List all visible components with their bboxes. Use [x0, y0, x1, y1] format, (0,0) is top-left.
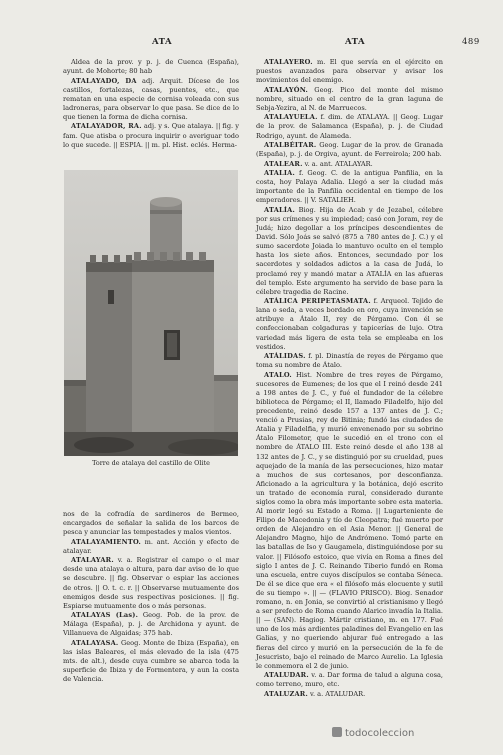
entry-definition: Geog. Pico del monte del mismo nombre, situado en el centro de la gran laguna de Sebja-Yezira, al N. de Marruecos.: [256, 85, 443, 112]
page-number: 489: [462, 37, 480, 47]
entry-headword: ATALAYUELA.: [264, 113, 318, 122]
dictionary-entry: [63, 58, 239, 76]
entry-definition: Hist. Nombre de tres reyes de Pérgamo, sucesores de Eumenes; de los que el I reinó desde 241 a 198 antes de J. C., y fué el fundador de la célebre biblioteca de Pérgamo; el II, llamado Filadelfo, hijo del precedente, reinó desde 157 a 137 antes de J. C.; venció a Prusias, rey de Bitinia; fundó las ciudades de Atalia y Filadelfia, y murió envenenado por su sobrino Átalo Filometor, que le sucedió en el trono con el nombre de ÁTALO III. Este reinó desde el año 138 al 132 antes de J. C., y se distinguió por su crueldad, pues aquejado de la manía de las persecuciones, hizo matar a muchos de sus cortesanos, por desconfianza. Aficionado a la agricultura y la botánica, dejó escrito un tratado de economía rural, considerado durante siglos como la obra más importante sobre esta materia. Al morir legó su Estado a Roma. || Lugarteniente de Filipo de Macedonia y tío de Cleopatra; fué muerto por orden de Alejandro en el Asia Menor. || General de Alejandro Magno, hijo de Andrómeno. Tomó parte en las batallas de Iso y Gaugamela, distinguiéndose por su valor. || Filósofo estoico, que vivía en Roma a fines del siglo I antes de J. C. Reinando Tiberio fundó en Roma una escuela, entre cuyos discípulos se contaba Séneca. De él se dice que era « el filósofo más elocuente y sutil de su tiempo ». || — (FLAVIO PRISCO). Biog. Senador romano, n. en Jonia, se convirtió al cristianismo y llegó a ser prefecto de Roma cuando Alarico invadía la Italia. || — (SAN). Hagiog. Mártir cristiano, m. en 177. Fué uno de los más ardientes paladines del Evangelio en las Galias, y no queriendo abjurar fué entregado a las fieras del circo y murió en la persecución de la fe de Jesucristo, bajo el reinado de Marco Aurelio. La Iglesia le conmemora el 2 de junio.: [256, 370, 443, 670]
entry-headword: ATALAYADO, DA: [71, 76, 137, 85]
entry-definition: Geog. Lugar de la prov. de Granada (España), p. j. de Orgiva, ayunt. de Ferreirola; 200 hab.: [256, 141, 443, 159]
entry-headword: ATALAYAR.: [71, 556, 114, 565]
entry-definition: Geog. Monte de Ibiza (España), en las islas Baleares, el más elevado de la isla (475 mts. de alt.), desde cuya cumbre se abarca toda la superficie de Ibiza y de Formentera, y aun la costa de Valencia.: [63, 638, 239, 684]
entry-headword: ATALAYASA.: [71, 638, 119, 647]
dictionary-entry: [63, 611, 239, 638]
entry-definition: m. ant. Acción y efecto de atalayar.: [63, 537, 239, 555]
dictionary-entry: [256, 113, 443, 140]
entry-definition: Aldea de la prov. y p. j. de Cuenca (España), ayunt. de Mohorte; 80 hab: [63, 58, 239, 76]
left-column-bottom: [63, 510, 239, 685]
entry-definition: adj. y s. Que atalaya. || fig. y fam. Que atisba o procura inquirir o averiguar todo lo que sucede. || ESPIA. || m. pl. Hist. eclés. Herma-: [63, 122, 239, 149]
entry-definition: v. a. Dar forma de talud a alguna cosa, como terreno, muro, etc.: [256, 671, 443, 689]
dictionary-entry: [256, 160, 443, 169]
entry-headword: ATÁLICA PERIPETASMATA.: [264, 297, 371, 306]
entry-definition: nos de la cofradía de sardineros de Bermeo, encargados de señalar la salida de los barcos de pesca y anunciar las tempestades y malos vientos.: [63, 510, 239, 537]
entry-definition: f. Geog. C. de la antigua Panfilia, en la costa, hoy Palaya Adalia. Llegó a ser la ciudad más importante de la Panfilia occidental en tiempo de los emperadores. || V. SATALIEH.: [256, 169, 443, 205]
entry-definition: v. a. ant. ATALAYAR.: [302, 159, 373, 168]
left-column-top: [63, 58, 239, 150]
dictionary-entry: [63, 510, 239, 537]
dictionary-entry: [256, 352, 443, 370]
castle-tower-image: [64, 170, 238, 456]
entry-definition: Geog. Pob. de la prov. de Málaga (España), p. j. de Archidona y ayunt. de Villanueva de Algaidas; 375 hab.: [63, 611, 239, 638]
dictionary-entry: [256, 671, 443, 689]
tower-photograph: [64, 170, 238, 456]
watermark-logo-icon: [332, 727, 342, 737]
dictionary-entry: [256, 141, 443, 159]
entry-headword: ATALAYÓN.: [264, 85, 308, 94]
dictionary-entry: [63, 639, 239, 684]
entry-definition: f. dim. de ATALAYA. || Geog. Lugar de la prov. de Salamanca (España), p. j. de Ciudad Rodrigo, ayunt. de Alameda.: [256, 113, 443, 140]
entry-headword: ATALÍA.: [264, 205, 295, 214]
running-header-center: ATA: [345, 37, 366, 47]
entry-headword: ATALUDAR.: [264, 671, 309, 680]
entry-headword: ATÁLIDAS.: [264, 352, 306, 361]
dictionary-entry: [256, 169, 443, 205]
entry-definition: adj. Arquit. Dícese de los castillos, fortalezas, casas, puentes, etc., que rematan en una especie de cornisa voleada con sus ladroneras, para observar lo que pasa. Se dice de lo que tienen la forma de dicha cornisa.: [63, 76, 239, 121]
dictionary-entry: [256, 690, 443, 699]
entry-definition: f. pl. Dinastía de reyes de Pérgamo que toma su nombre de Átalo.: [256, 352, 443, 370]
entry-definition: m. El que servía en el ejército en puestos avanzados para observar y avisar los movimientos del enemigo.: [256, 58, 443, 85]
dictionary-entry: [63, 556, 239, 611]
entry-headword: ATALAYAS (Las).: [71, 611, 139, 620]
watermark-text: todocoleccion: [345, 728, 415, 739]
figure-caption: Torre de atalaya del castillo de Olite: [92, 459, 210, 467]
entry-definition: v. a. Registrar el campo o el mar desde una atalaya o altura, para dar aviso de lo que se descubre. || fig. Observar o espiar las acciones de otros. || O. t. c. r. || Observarse mutuamente dos enemigos desde sus respectivas posiciones. || fig. Espiarse mutuamente dos o más personas.: [63, 556, 239, 610]
entry-headword: ATALO.: [264, 370, 292, 379]
entry-headword: ATALAYADOR, RA.: [71, 122, 142, 131]
dictionary-entry: [63, 122, 239, 149]
entry-definition: Biog. Hija de Acab y de Jezabel, célebre por sus crímenes y su impiedad; casó con Joram, rey de Judá; hizo degollar a los príncipes descendientes de David. Sólo Joás se salvó (875 a 780 antes de J. C.) y el sumo sacerdote Joiada lo mantuvo oculto en el templo hasta los siete años. Entonces, secundado por los sacerdotes y soldados adictos a la casa de Judá, lo proclamó rey y mandó matar a ATALÍA en las afueras del templo. Este argumento ha servido de base para la célebre tragedia de Racine.: [256, 205, 443, 296]
dictionary-entry: [256, 297, 443, 352]
dictionary-entry: [256, 86, 443, 113]
dictionary-entry: [256, 58, 443, 85]
entry-headword: ATALEAR.: [264, 159, 303, 168]
watermark: [332, 727, 492, 739]
dictionary-entry: [63, 77, 239, 122]
entry-headword: ATALBÉITAR.: [264, 141, 317, 150]
running-header-left: ATA: [152, 37, 173, 47]
entry-definition: f. Arqueol. Tejido de lana o seda, a veces bordado en oro, cuya invención se atribuye a Átalo II, rey de Pérgamo. Con él se confeccionaban colgaduras y tapicerías de lujo. Otra variedad más ligera de esta tela se empleaba en los vestidos.: [256, 297, 443, 351]
entry-headword: ATALUZAR.: [264, 689, 308, 698]
right-column: [256, 58, 443, 699]
entry-definition: v. a. ATALUDAR.: [307, 689, 366, 698]
dictionary-entry: [256, 206, 443, 297]
entry-headword: ATALAYAMIENTO.: [71, 537, 142, 546]
entry-headword: ATALAYERO.: [264, 58, 313, 66]
dictionary-entry: [256, 371, 443, 671]
dictionary-entry: [63, 538, 239, 556]
entry-headword: ATALIA.: [264, 169, 295, 178]
